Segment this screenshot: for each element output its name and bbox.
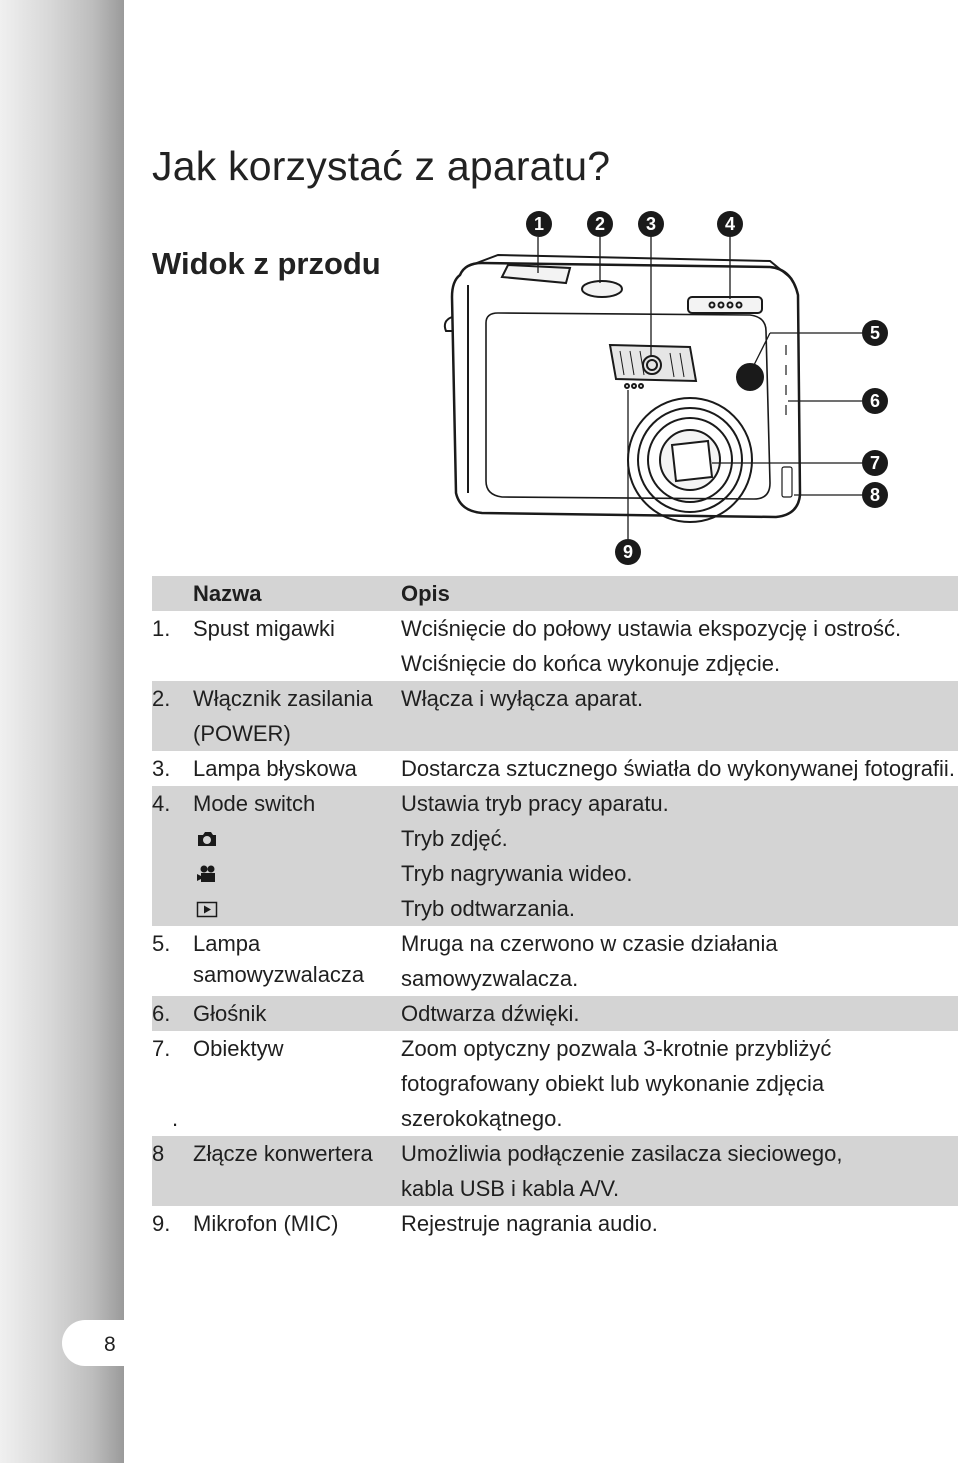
part-name: Lampa błyskowa xyxy=(193,756,357,781)
side-bar xyxy=(0,0,124,1463)
part-description: fotografowany obiekt lub wykonanie zdjęcia xyxy=(401,1071,825,1096)
part-name: samowyzwalacza xyxy=(193,962,365,987)
part-description: Tryb zdjęć. xyxy=(401,826,508,851)
part-name: Lampa xyxy=(193,931,261,956)
row-number: 9. xyxy=(152,1211,171,1236)
table-row xyxy=(152,751,958,786)
row-number: 5. xyxy=(152,931,171,956)
callout-3: 3 xyxy=(638,211,664,237)
table-row xyxy=(152,926,958,996)
parts-table xyxy=(152,576,958,1241)
row-number: . xyxy=(172,1106,179,1131)
callout-2: 2 xyxy=(587,211,613,237)
row-number: 7. xyxy=(152,1036,171,1061)
table-row xyxy=(152,681,958,751)
part-description: szerokokątnego. xyxy=(401,1106,563,1131)
part-name: Spust migawki xyxy=(193,616,335,641)
callout-4: 4 xyxy=(717,211,743,237)
callout-9: 9 xyxy=(615,539,641,565)
part-name: Głośnik xyxy=(193,1001,267,1026)
part-description: Zoom optyczny pozwala 3-krotnie przybliżyć xyxy=(401,1036,832,1061)
callout-7: 7 xyxy=(862,450,888,476)
part-description: Wciśnięcie do połowy ustawia ekspozycję i ostrość. xyxy=(401,616,902,641)
part-name: Obiektyw xyxy=(193,1036,284,1061)
part-description: Wciśnięcie do końca wykonuje zdjęcie. xyxy=(401,651,781,676)
row-number: 2. xyxy=(152,686,171,711)
row-number: 8 xyxy=(152,1141,165,1166)
row-number: 1. xyxy=(152,616,171,641)
camera-drawing xyxy=(420,205,900,575)
part-description: Włącza i wyłącza aparat. xyxy=(401,686,644,711)
table-row xyxy=(152,1206,958,1241)
part-name: Włącznik zasilania xyxy=(193,686,373,711)
callout-8: 8 xyxy=(862,482,888,508)
camera-icon xyxy=(196,829,218,849)
table-row xyxy=(152,611,958,681)
part-description: Umożliwia podłączenie zasilacza sieciowego, xyxy=(401,1141,843,1166)
part-name: Mode switch xyxy=(193,791,316,816)
part-description: Rejestruje nagrania audio. xyxy=(401,1211,658,1236)
part-description: Ustawia tryb pracy aparatu. xyxy=(401,791,669,816)
part-name: (POWER) xyxy=(193,721,291,746)
table-row xyxy=(152,1031,958,1136)
part-description: samowyzwalacza. xyxy=(401,966,579,991)
video-camera-icon xyxy=(196,864,218,884)
row-number: 6. xyxy=(152,1001,171,1026)
table-row xyxy=(152,786,958,926)
section-title: Widok z przodu xyxy=(152,246,381,281)
part-description: Odtwarza dźwięki. xyxy=(401,1001,580,1026)
page-title: Jak korzystać z aparatu? xyxy=(152,143,611,189)
part-name: Mikrofon (MIC) xyxy=(193,1211,339,1236)
part-name: Złącze konwertera xyxy=(193,1141,373,1166)
callout-5: 5 xyxy=(862,320,888,346)
playback-icon xyxy=(196,899,218,919)
camera-front-illustration xyxy=(420,205,900,575)
page-number: 8 xyxy=(104,1333,116,1356)
header-name: Nazwa xyxy=(193,581,262,606)
table-row xyxy=(152,996,958,1031)
header-desc: Opis xyxy=(401,581,450,606)
part-description: Dostarcza sztucznego światła do wykonywanej fotografii. xyxy=(401,756,955,781)
table-header xyxy=(152,576,958,611)
callout-1: 1 xyxy=(526,211,552,237)
part-description: Tryb nagrywania wideo. xyxy=(401,861,633,886)
callout-6: 6 xyxy=(862,388,888,414)
part-description: Mruga na czerwono w czasie działania xyxy=(401,931,778,956)
part-description: kabla USB i kabla A/V. xyxy=(401,1176,620,1201)
part-description: Tryb odtwarzania. xyxy=(401,896,576,921)
table-row xyxy=(152,1136,958,1206)
row-number: 3. xyxy=(152,756,171,781)
row-number: 4. xyxy=(152,791,171,816)
